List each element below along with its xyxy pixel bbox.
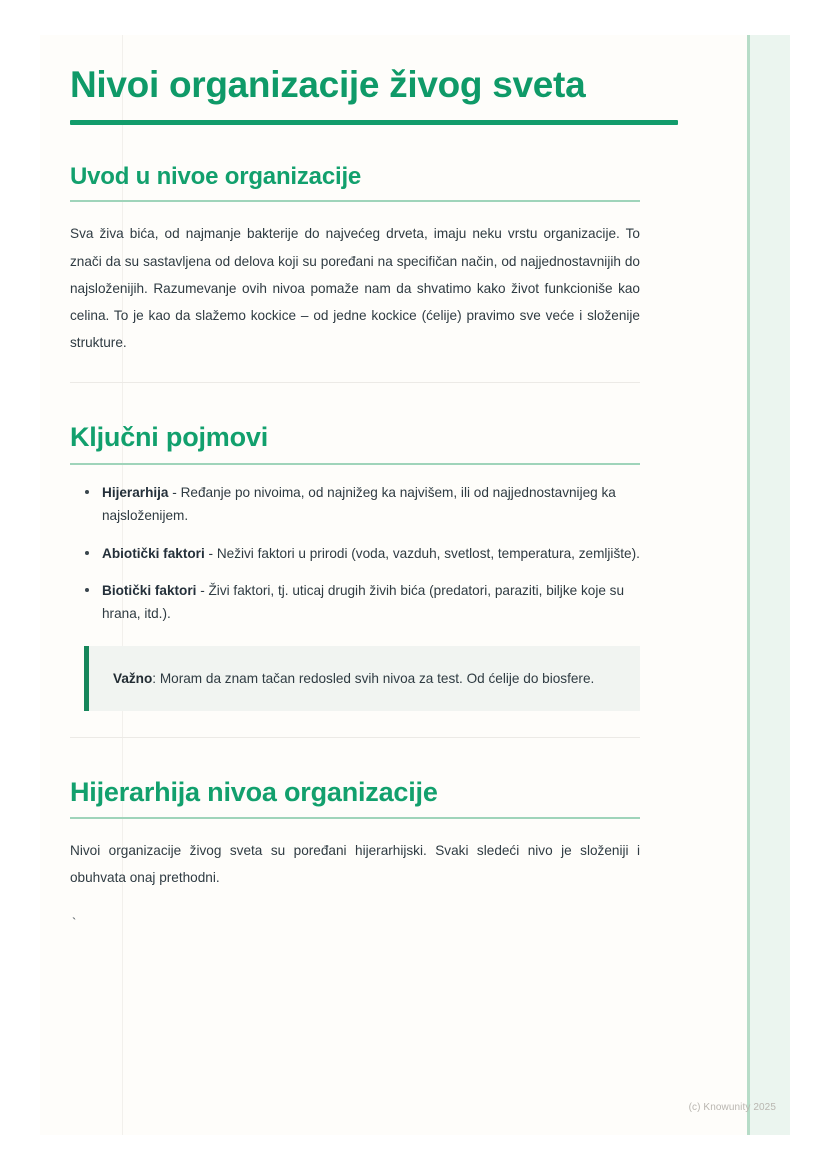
section-underline-intro (70, 200, 640, 202)
list-item (84, 481, 640, 528)
key-terms-list (70, 481, 640, 626)
section-underline-key-terms (70, 463, 640, 465)
section-heading-intro: Uvod u nivoe organizacije (70, 162, 362, 190)
key-term-definition: - Živi faktori, tj. uticaj drugih živih bića (predatori, paraziti, biljke koje su hrana, itd.). (102, 582, 625, 622)
key-term-label: Hijerarhija (102, 484, 169, 500)
callout-text (113, 666, 618, 691)
footer-copyright: (c) Knowunity 2025 (688, 1102, 776, 1113)
list-item (84, 542, 640, 565)
section-divider-2 (70, 737, 640, 738)
key-term-label: Abiotički faktori (102, 545, 205, 561)
page-right-accent-rule (747, 35, 750, 1135)
callout-label: Važno (113, 670, 153, 686)
stray-backtick-mark: ` (72, 914, 77, 930)
list-item (84, 579, 640, 626)
callout-body: : Moram da znam tačan redosled svih nivoa za test. Od ćelije do biosfere. (152, 670, 595, 686)
section-underline-hierarchy (70, 817, 640, 819)
title-underline (70, 120, 678, 125)
document-content (70, 35, 680, 930)
page-right-accent-band (750, 35, 790, 1135)
section-heading-key-terms: Ključni pojmovi (70, 422, 269, 453)
document-page (40, 35, 790, 1135)
intro-paragraph: Sva živa bića, od najmanje bakterije do najvećeg drveta, imaju neku vrstu organizacije. To znači da su sastavljena od delova koji su poređani na specifičan način, od najjednostavnijih do najsloženijih. Razumevanje ovih nivoa pomaže nam da shvatimo kako život funkcioniše kao celina. To je kao da slažemo kockice – od jedne kockice (ćelije) pravimo sve veće i složenije strukture. (70, 226, 640, 351)
hierarchy-paragraph: Nivoi organizacije živog sveta su poređani hijerarhijski. Svaki sledeći nivo je složeniji i obuhvata onaj prethodni. (70, 843, 640, 886)
important-callout (84, 646, 640, 711)
key-term-definition: - Ređanje po nivoima, od najnižeg ka najvišem, ili od najjednostavnijeg ka najsloženijem. (102, 484, 616, 524)
key-term-definition: - Neživi faktori u prirodi (voda, vazduh, svetlost, temperatura, zemljište). (204, 545, 640, 561)
section-divider-1 (70, 382, 640, 383)
section-heading-hierarchy: Hijerarhija nivoa organizacije (70, 776, 438, 807)
key-term-label: Biotički faktori (102, 582, 197, 598)
page-title: Nivoi organizacije živog sveta (70, 64, 586, 105)
